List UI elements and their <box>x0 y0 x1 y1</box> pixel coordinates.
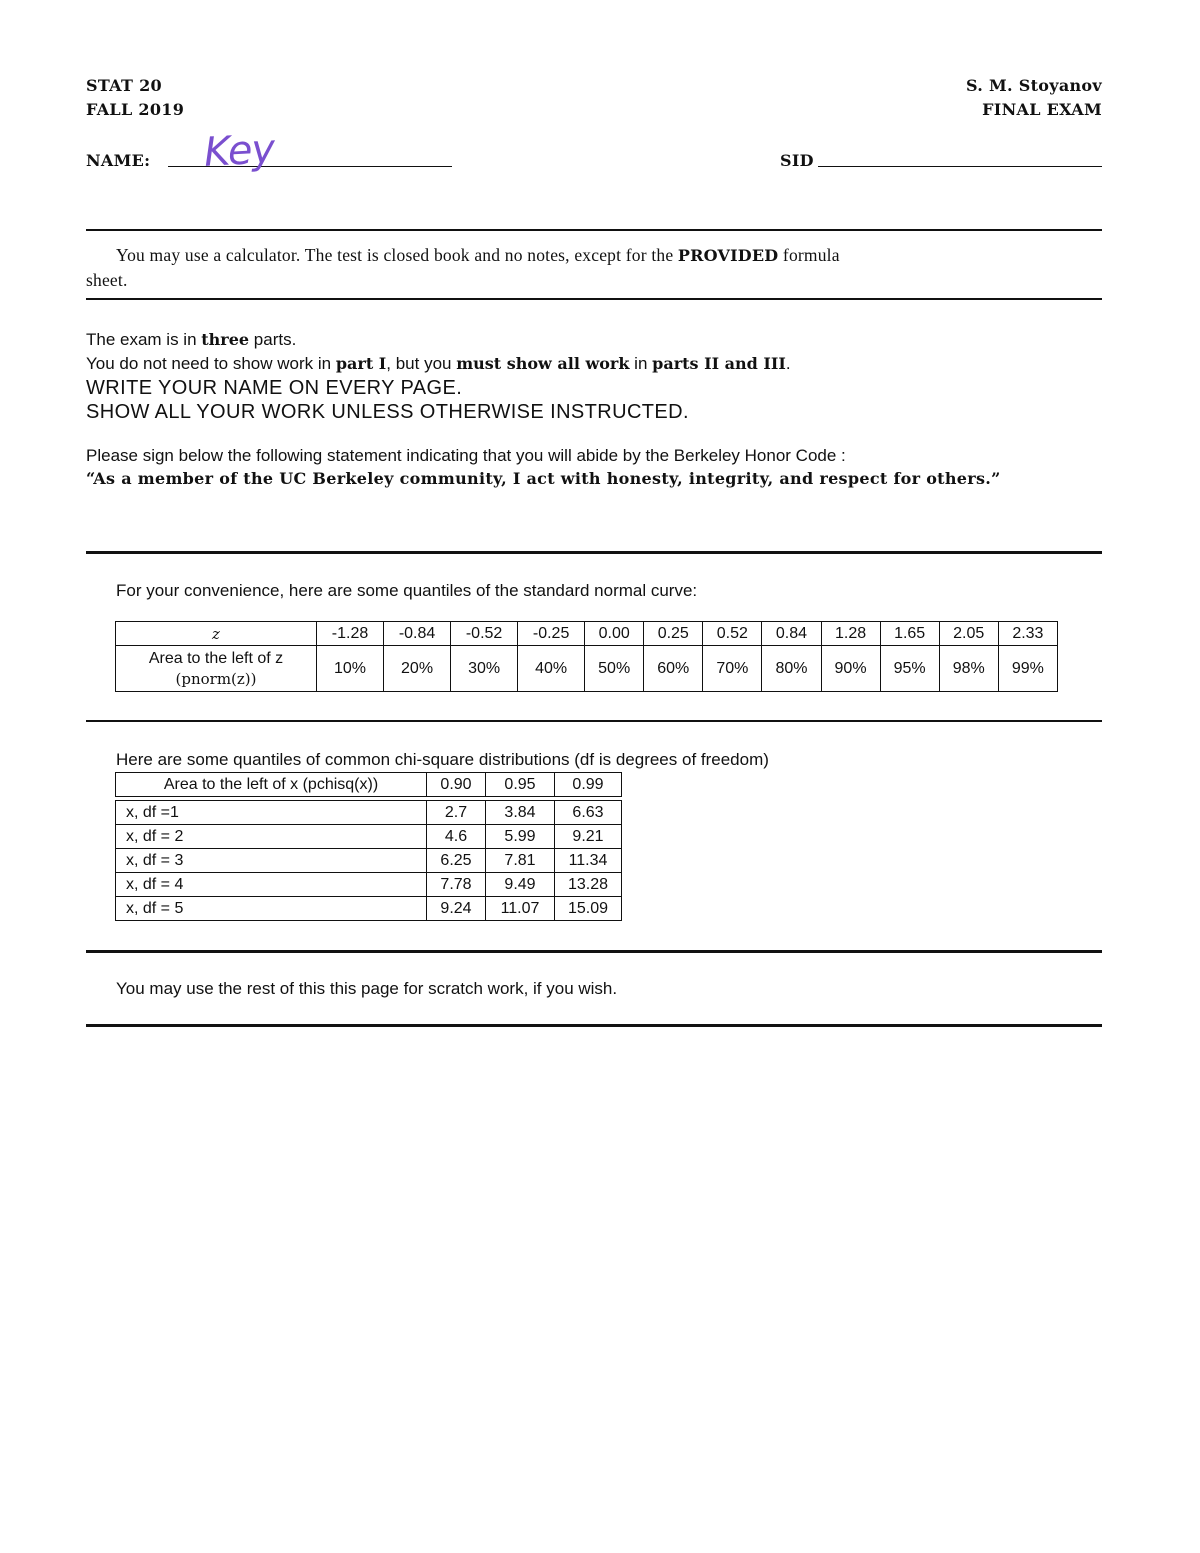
z-cell: 1.28 <box>821 622 880 646</box>
chisq-quantile-table <box>115 772 622 921</box>
z-cell: -1.28 <box>317 622 384 646</box>
instruction-parts <box>86 330 296 350</box>
chisq-cell: 2.7 <box>427 801 486 825</box>
text: The exam is in <box>86 330 202 349</box>
instructor: S. M. Stoyanov <box>965 76 1102 95</box>
z-cell: 2.05 <box>939 622 998 646</box>
z-cell: 0.00 <box>585 622 644 646</box>
area-header-line2: (pnorm(z)) <box>175 669 257 688</box>
divider <box>86 720 1102 722</box>
chisq-cell: 6.25 <box>427 849 486 873</box>
chisq-header-cell: 0.99 <box>555 773 622 797</box>
area-cell: 99% <box>998 646 1057 692</box>
area-cell: 95% <box>880 646 939 692</box>
chisq-header-cell: 0.90 <box>427 773 486 797</box>
area-cell: 60% <box>644 646 703 692</box>
area-cell: 90% <box>821 646 880 692</box>
area-cell: 98% <box>939 646 998 692</box>
area-cell: 80% <box>762 646 821 692</box>
chisq-cell: 7.78 <box>427 873 486 897</box>
chisq-cell: 9.49 <box>486 873 555 897</box>
notice-text: You may use a calculator. The test is closed book and no notes, except for the <box>116 245 678 265</box>
chisq-cell: 11.07 <box>486 897 555 921</box>
area-cell: 70% <box>703 646 762 692</box>
chisq-row <box>116 825 622 849</box>
chisq-row-label: x, df =1 <box>116 801 427 825</box>
chisq-row-label: x, df = 3 <box>116 849 427 873</box>
exam-title: FINAL EXAM <box>982 100 1102 119</box>
text: parts. <box>249 330 297 349</box>
normal-quantile-table <box>115 621 1058 692</box>
divider <box>86 229 1102 231</box>
area-header <box>116 646 317 692</box>
chisq-cell: 15.09 <box>555 897 622 921</box>
area-row <box>116 646 1058 692</box>
name-signature: Key <box>202 126 276 176</box>
emphasis: three <box>201 330 250 349</box>
chisq-row <box>116 849 622 873</box>
divider <box>86 1024 1102 1027</box>
area-header-line1: Area to the left of z <box>148 649 284 667</box>
z-cell: -0.52 <box>451 622 518 646</box>
text: . <box>785 354 791 373</box>
chisq-cell: 6.63 <box>555 801 622 825</box>
area-cell: 30% <box>451 646 518 692</box>
honor-statement: “As a member of the UC Berkeley community, I act with honesty, integrity, and respect for others.” <box>86 469 1001 488</box>
z-header: z <box>116 622 317 646</box>
z-cell: -0.25 <box>518 622 585 646</box>
notice-provided: PROVIDED <box>677 246 779 265</box>
text: You do not need to show work in <box>86 354 336 373</box>
z-cell: 0.84 <box>762 622 821 646</box>
chisq-row-label: x, df = 4 <box>116 873 427 897</box>
chisq-table-caption: Here are some quantiles of common chi-square distributions (df is degrees of freedom) <box>116 750 769 769</box>
emphasis: parts II and III <box>652 354 786 373</box>
emphasis: must show all work <box>456 354 630 373</box>
divider <box>86 298 1102 300</box>
chisq-row <box>116 897 622 921</box>
z-row <box>116 622 1058 646</box>
text: in <box>629 354 653 373</box>
z-cell: 0.25 <box>644 622 703 646</box>
chisq-cell: 9.21 <box>555 825 622 849</box>
chisq-row <box>116 801 622 825</box>
normal-table-caption: For your convenience, here are some quantiles of the standard normal curve: <box>116 581 698 600</box>
area-cell: 10% <box>317 646 384 692</box>
text: , but you <box>386 354 457 373</box>
area-cell: 20% <box>384 646 451 692</box>
chisq-cell: 5.99 <box>486 825 555 849</box>
chisq-cell: 9.24 <box>427 897 486 921</box>
chisq-header-label: Area to the left of x (pchisq(x)) <box>116 773 427 797</box>
chisq-cell: 13.28 <box>555 873 622 897</box>
signature-line[interactable] <box>86 551 1102 554</box>
honor-prompt: Please sign below the following statement indicating that you will abide by the Berkeley Honor Code : <box>86 446 846 465</box>
notice-sheet: sheet. <box>86 270 128 290</box>
area-cell: 40% <box>518 646 585 692</box>
emphasis: part I <box>335 354 387 373</box>
z-cell: 0.52 <box>703 622 762 646</box>
sid-label: SID <box>780 151 814 170</box>
write-name-instruction: WRITE YOUR NAME ON EVERY PAGE. <box>86 377 463 399</box>
chisq-row-label: x, df = 5 <box>116 897 427 921</box>
chisq-cell: 3.84 <box>486 801 555 825</box>
z-cell: 2.33 <box>998 622 1057 646</box>
chisq-cell: 7.81 <box>486 849 555 873</box>
area-cell: 50% <box>585 646 644 692</box>
divider <box>86 950 1102 953</box>
z-cell: 1.65 <box>880 622 939 646</box>
chisq-cell: 11.34 <box>555 849 622 873</box>
chisq-header-cell: 0.95 <box>486 773 555 797</box>
calculator-notice <box>86 243 1102 292</box>
chisq-row <box>116 873 622 897</box>
sid-line[interactable] <box>818 166 1102 167</box>
chisq-cell: 4.6 <box>427 825 486 849</box>
term: FALL 2019 <box>86 100 185 119</box>
name-label: NAME: <box>86 151 151 170</box>
instruction-work <box>86 354 791 374</box>
course-title: STAT 20 <box>86 76 162 95</box>
notice-text-end: formula <box>778 245 840 265</box>
chisq-row-label: x, df = 2 <box>116 825 427 849</box>
scratch-note: You may use the rest of this this page for scratch work, if you wish. <box>116 979 618 998</box>
show-work-instruction: SHOW ALL YOUR WORK UNLESS OTHERWISE INSTRUCTED. <box>86 401 689 423</box>
z-cell: -0.84 <box>384 622 451 646</box>
chisq-header-row <box>116 773 622 797</box>
